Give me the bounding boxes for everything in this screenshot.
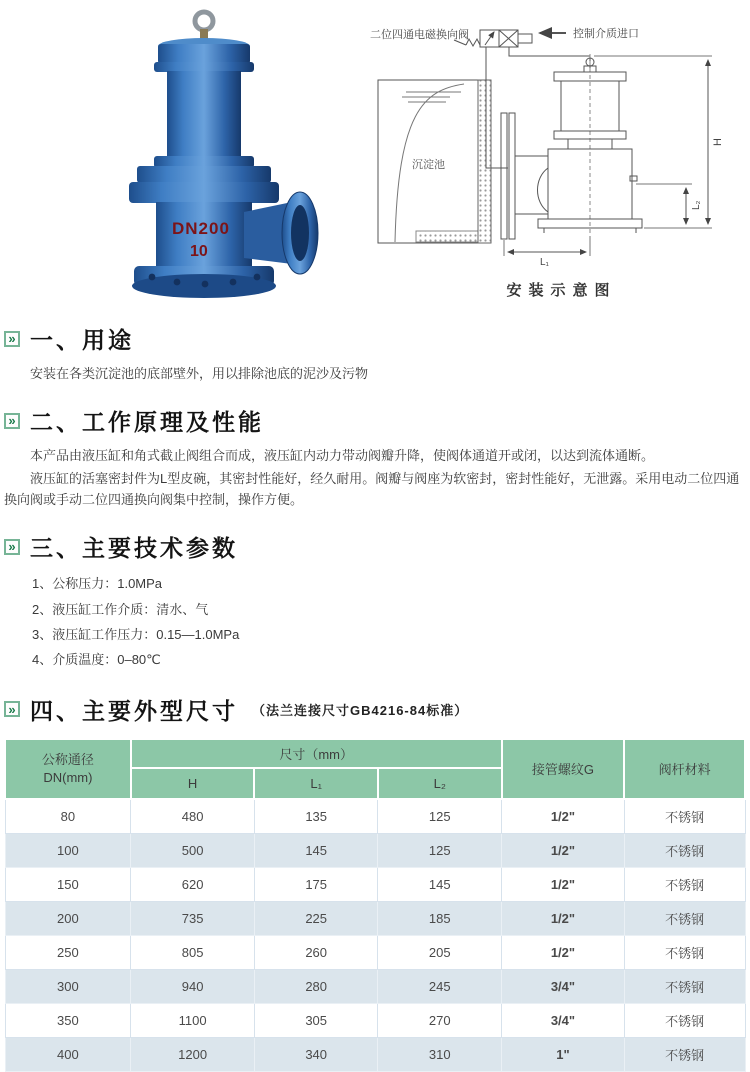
cell-material: 不锈钢 (624, 935, 745, 969)
cell-thread: 1/2" (502, 867, 625, 901)
dimensions-table-body (5, 799, 745, 1072)
cell-h: 1200 (131, 1037, 255, 1071)
table-row (5, 1037, 745, 1071)
table-row (5, 901, 745, 935)
installation-diagram (368, 18, 748, 300)
section-usage-heading (4, 322, 750, 355)
section-bullet-icon: » (4, 701, 20, 717)
column-header-stem-material: 阀杆材料 (624, 739, 745, 799)
cell-material: 不锈钢 (624, 867, 745, 901)
section-usage-title: 一、用途 (30, 327, 134, 353)
usage-text: 安装在各类沉淀池的底部壁外，用以排除池底的泥沙及污物 (30, 366, 369, 381)
table-row (5, 1003, 745, 1037)
cell-material: 不锈钢 (624, 969, 745, 1003)
diagram-caption: 安装示意图 (506, 282, 617, 299)
parameters-list (32, 571, 750, 672)
cell-l2: 310 (378, 1037, 502, 1071)
cell-dn: 80 (5, 799, 131, 834)
column-header-h: H (131, 768, 255, 799)
cell-dn: 350 (5, 1003, 131, 1037)
cell-material: 不锈钢 (624, 799, 745, 834)
valve-photo (104, 6, 356, 302)
parameter-item: 3、液压缸工作压力：0.15—1.0MPa (32, 626, 240, 642)
section-parameters-heading (4, 530, 750, 563)
cell-dn: 400 (5, 1037, 131, 1071)
parameter-item: 1、公称压力：1.0MPa (32, 576, 163, 592)
section-bullet-icon: » (4, 331, 20, 347)
cell-dn: 200 (5, 901, 131, 935)
cell-dn: 250 (5, 935, 131, 969)
cell-thread: 1" (502, 1037, 625, 1071)
installation-diagram-drawing (368, 18, 748, 270)
cell-thread: 1/2" (502, 799, 625, 834)
cell-dn: 150 (5, 867, 131, 901)
table-row (5, 799, 745, 834)
cell-l1: 280 (254, 969, 378, 1003)
column-header-l2: L₂ (378, 768, 502, 799)
section-principle-title: 二、工作原理及性能 (30, 409, 264, 436)
cell-dn: 300 (5, 969, 131, 1003)
section-dimensions-title: 四、主要外型尺寸 (30, 697, 238, 724)
column-header-dn-line2: DN(mm) (43, 769, 93, 785)
cell-l2: 185 (378, 901, 502, 935)
valve-marking-pn: 10 (190, 243, 208, 260)
cell-l1: 145 (254, 833, 378, 867)
diagram-label-solenoid-valve: 二位四通电磁换向阀 (370, 29, 469, 41)
section-principle-heading (4, 404, 750, 437)
cell-thread: 1/2" (502, 901, 625, 935)
cell-h: 500 (131, 833, 255, 867)
section-bullet-icon: » (4, 539, 20, 555)
cell-thread: 3/4" (502, 969, 625, 1003)
cell-h: 480 (131, 799, 255, 834)
column-header-size-group: 尺寸（mm） (131, 739, 502, 768)
cell-l2: 205 (378, 935, 502, 969)
parameter-item: 4、介质温度：0–80℃ (32, 652, 161, 668)
section-dimensions-heading (4, 693, 750, 726)
cell-dn: 100 (5, 833, 131, 867)
cell-h: 940 (131, 969, 255, 1003)
cell-material: 不锈钢 (624, 1003, 745, 1037)
table-row (5, 867, 745, 901)
table-row (5, 935, 745, 969)
cell-l2: 125 (378, 833, 502, 867)
cell-l2: 145 (378, 867, 502, 901)
column-header-thread: 接管螺纹G (502, 739, 625, 799)
parameter-item: 2、液压缸工作介质：清水、气 (32, 601, 209, 617)
table-row (5, 969, 745, 1003)
cell-h: 620 (131, 867, 255, 901)
column-header-dn-line1: 公称通径 (41, 752, 94, 768)
cell-h: 735 (131, 901, 255, 935)
dimensions-table (4, 738, 746, 1072)
column-header-dn (5, 739, 131, 799)
principle-paragraph-1: 本产品由液压缸和角式截止阀组合而成，液压缸内动力带动阀瓣升降，使阀体通道开或闭，以达到流体通断。 (30, 448, 655, 464)
cell-h: 805 (131, 935, 255, 969)
dimensions-table-header (5, 739, 745, 799)
cell-thread: 3/4" (502, 1003, 625, 1037)
valve-marking-dn: DN200 (172, 219, 230, 238)
cell-material: 不锈钢 (624, 901, 745, 935)
diagram-label-control-inlet: 控制介质进口 (573, 28, 639, 40)
diagram-dim-h: H (712, 138, 724, 146)
table-row (5, 833, 745, 867)
hero-section (0, 0, 750, 302)
cell-material: 不锈钢 (624, 1037, 745, 1071)
cell-l1: 305 (254, 1003, 378, 1037)
cell-l1: 135 (254, 799, 378, 834)
diagram-dim-l2: L₂ (691, 200, 702, 210)
section-dimensions-subtitle: （法兰连接尺寸GB4216-84标准） (252, 702, 469, 718)
cell-l1: 260 (254, 935, 378, 969)
diagram-label-tank: 沉淀池 (412, 159, 445, 171)
cell-h: 1100 (131, 1003, 255, 1037)
cell-l1: 340 (254, 1037, 378, 1071)
diagram-dim-l1: L₁ (540, 257, 549, 268)
cell-thread: 1/2" (502, 935, 625, 969)
cell-l2: 245 (378, 969, 502, 1003)
cell-material: 不锈钢 (624, 833, 745, 867)
cell-l2: 270 (378, 1003, 502, 1037)
section-parameters-title: 三、主要技术参数 (30, 535, 238, 562)
cell-l1: 175 (254, 867, 378, 901)
principle-paragraph-2: 液压缸的活塞密封件为L型皮碗，其密封性能好，经久耐用。阀瓣与阀座为软密封，密封性能好，无泄露。采用电动二位四通换向阀或手动二位四通换向阀集中控制，操作方便。 (4, 471, 740, 508)
cell-l1: 225 (254, 901, 378, 935)
column-header-l1: L₁ (254, 768, 378, 799)
section-bullet-icon: » (4, 413, 20, 429)
cell-l2: 125 (378, 799, 502, 834)
cell-thread: 1/2" (502, 833, 625, 867)
